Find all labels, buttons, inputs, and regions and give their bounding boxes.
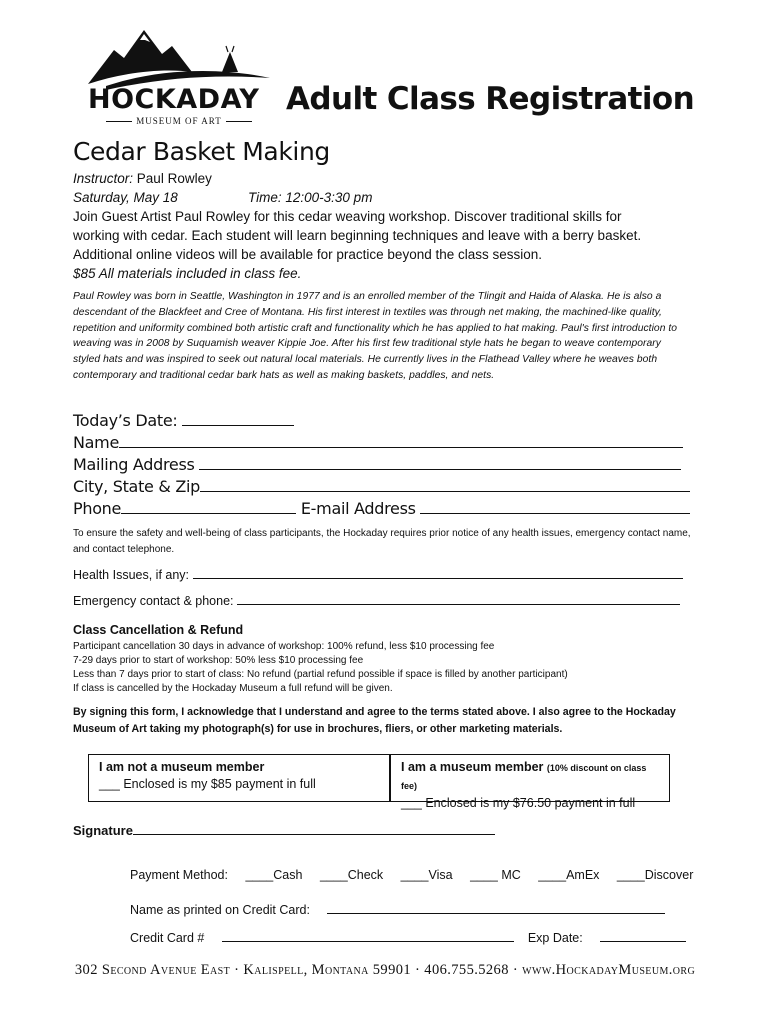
name-label: Name: [73, 433, 120, 452]
mountain-logo-icon: [84, 28, 274, 90]
signature-label: Signature: [73, 823, 133, 838]
non-member-box[interactable]: [88, 754, 390, 802]
signature-blank[interactable]: [133, 822, 495, 835]
instructor-label: Instructor:: [73, 171, 134, 186]
footer-address: 302 Second Avenue East · Kalispell, Montana 59901 · 406.755.5268 · www.HockadayMuseum.org: [74, 962, 696, 978]
acknowledgement-text: By signing this form, I acknowledge that I understand and agree to the terms stated above. I also agree to the Hockaday Museum of Art taking my photograph(s) for use in brochures, fliers, or other marketing materials.: [73, 706, 676, 735]
card-name-field[interactable]: [130, 901, 679, 919]
description-line: Join Guest Artist Paul Rowley for this cedar weaving workshop. Discover traditional skills for: [73, 209, 622, 224]
health-issues-blank[interactable]: [193, 566, 683, 579]
payment-method-label: Payment Method:: [130, 868, 228, 882]
payment-option-discover[interactable]: ____Discover: [616, 868, 694, 882]
todays-date-label: Today’s Date:: [73, 411, 178, 430]
exp-date-blank[interactable]: [600, 929, 686, 942]
non-member-payment-line[interactable]: ___ Enclosed is my $85 payment in full: [99, 777, 316, 791]
city-state-zip-blank[interactable]: [200, 476, 690, 492]
cancellation-line: Participant cancellation 30 days in advance of workshop: 100% refund, less $10 processing fee: [73, 641, 495, 652]
description-line: Additional online videos will be available for practice beyond the class session.: [73, 247, 543, 262]
non-member-title: I am not a museum member: [99, 760, 265, 774]
payment-option-cash[interactable]: ____Cash: [245, 868, 303, 882]
member-box[interactable]: [390, 754, 670, 810]
museum-logo: [84, 28, 274, 124]
phone-label: Phone: [73, 499, 122, 518]
email-blank[interactable]: [420, 498, 690, 514]
description-line: working with cedar. Each student will learn beginning techniques and leave with a berry basket.: [73, 228, 642, 243]
payment-option-check[interactable]: ____Check: [319, 868, 384, 882]
health-issues-field[interactable]: [73, 566, 683, 584]
payment-method-row: [130, 866, 693, 884]
health-issues-label: Health Issues, if any:: [73, 568, 190, 582]
payment-option-amex[interactable]: ____AmEx: [538, 868, 600, 882]
card-number-field[interactable]: [130, 929, 700, 947]
card-name-label: Name as printed on Credit Card:: [130, 903, 310, 917]
member-title: I am a museum member: [401, 760, 544, 774]
cancellation-line: 7-29 days prior to start of workshop: 50% less $10 processing fee: [73, 655, 364, 666]
cancellation-line: Less than 7 days prior to start of class: No refund (partial refund possible if space is filled by another participant): [73, 669, 568, 680]
city-state-zip-label: City, State & Zip: [73, 477, 200, 496]
instructor-name: Paul Rowley: [136, 171, 212, 186]
member-discount-note: (10% discount on class fee): [401, 763, 647, 791]
card-number-label: Credit Card #: [130, 931, 205, 945]
cancellation-heading: Class Cancellation & Refund: [73, 623, 244, 637]
signature-field[interactable]: [73, 822, 495, 840]
instructor-line: [73, 169, 212, 188]
phone-blank[interactable]: [121, 498, 296, 514]
card-number-blank[interactable]: [222, 929, 514, 942]
name-blank[interactable]: [119, 432, 683, 448]
card-name-blank[interactable]: [327, 901, 665, 914]
payment-option-mc[interactable]: ____ MC: [470, 868, 521, 882]
safety-note: To ensure the safety and well-being of class participants, the Hockaday requires prior notice of any health issues, emergency contact name, and contact telephone.: [73, 528, 691, 555]
cancellation-line: If class is cancelled by the Hockaday Museum a full refund will be given.: [73, 683, 393, 694]
mailing-address-field[interactable]: [73, 454, 681, 476]
payment-option-visa[interactable]: ____Visa: [400, 868, 453, 882]
city-state-zip-field[interactable]: [73, 476, 690, 498]
logo-wordmark: HOCKADAY: [88, 84, 260, 115]
class-fee: $85 All materials included in class fee.: [73, 266, 302, 281]
logo-subtitle: MUSEUM OF ART: [84, 116, 274, 126]
mailing-address-label: Mailing Address: [73, 455, 195, 474]
exp-date-label: Exp Date:: [527, 931, 583, 945]
phone-field[interactable]: [73, 498, 690, 520]
page-title: Adult Class Registration: [286, 81, 695, 117]
mailing-address-blank[interactable]: [199, 454, 681, 470]
emergency-contact-label: Emergency contact & phone:: [73, 594, 234, 608]
member-payment-line[interactable]: ___ Enclosed is my $76.50 payment in full: [401, 796, 636, 810]
instructor-bio: Paul Rowley was born in Seattle, Washington in 1977 and is an enrolled member of the Tlingit and Haida of Alaska. He is also a descendant of the Blackfeet and Cree of Montana. His first interest in textiles was through net making, the machined-like quality, repetition and uniformity combined both artistic craft and functionality which he has applied to hat making. Paul's first introduction to weaving was in 2008 by Suquamish weaver Kippie Joe. After his first few traditional style hats he began to weave contemporary styled hats and was inspired to seek out natural local materials. He currently lives in the Flathead Valley where he weaves both contemporary and traditional cedar bark hats as well as making baskets, paddles, and nets.: [73, 291, 678, 381]
class-title: Cedar Basket Making: [73, 137, 330, 166]
emergency-contact-blank[interactable]: [237, 592, 680, 605]
todays-date-blank[interactable]: [182, 410, 294, 426]
class-time: Time: 12:00-3:30 pm: [248, 190, 373, 205]
todays-date-field[interactable]: [73, 410, 294, 432]
name-field[interactable]: [73, 432, 683, 454]
emergency-contact-field[interactable]: [73, 592, 680, 610]
class-date: Saturday, May 18: [73, 190, 178, 205]
email-label: E-mail Address: [300, 499, 416, 518]
